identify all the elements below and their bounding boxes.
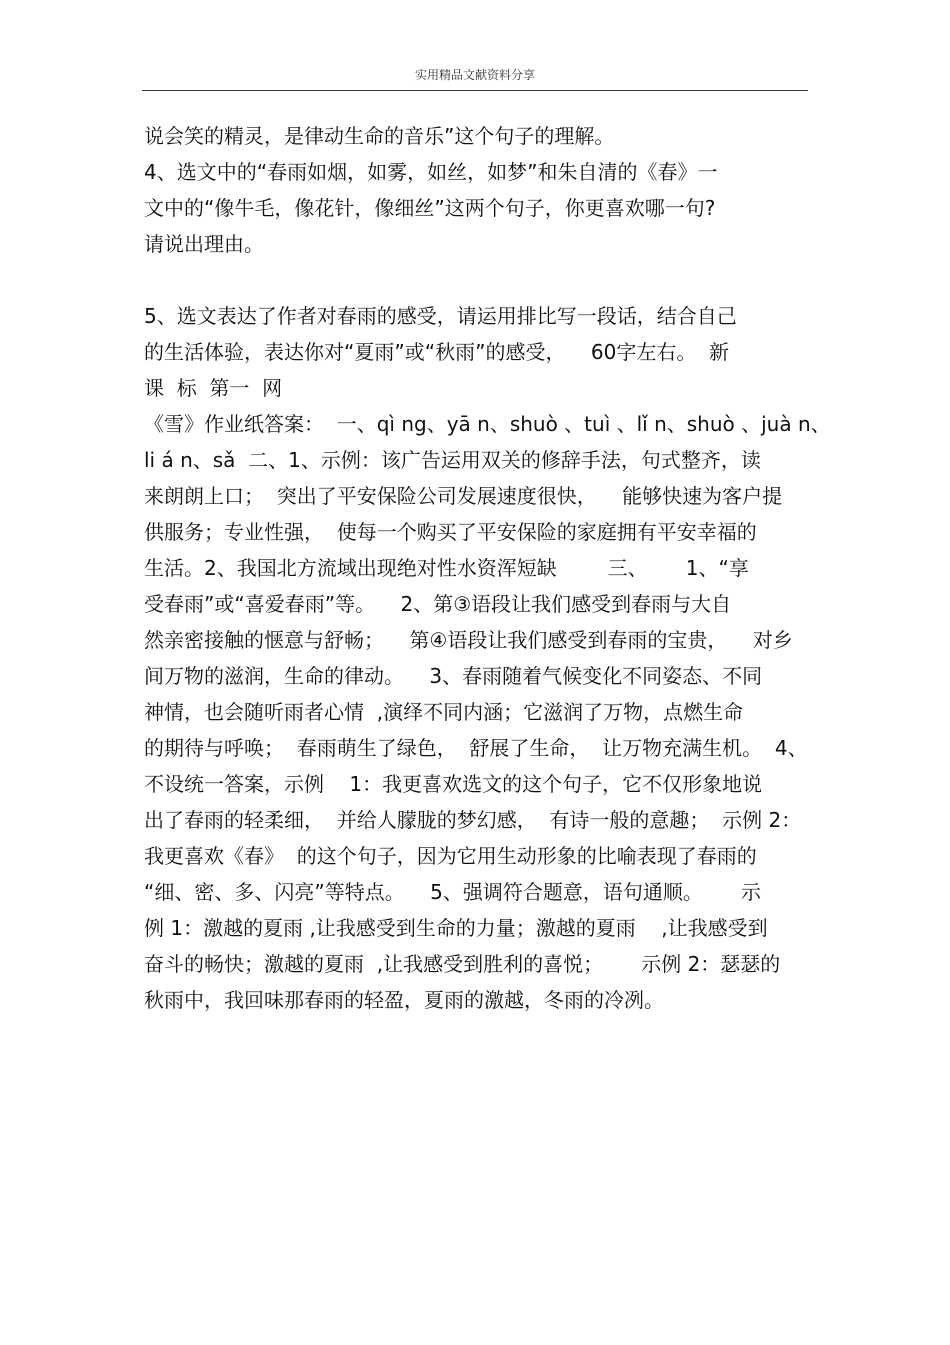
text-line: 奋斗的畅快；激越的夏雨 ,让我感受到胜利的喜悦； 示例 2：瑟瑟的: [144, 952, 781, 976]
text-line: “细、密、多、闪亮”等特点。 5、强调符合题意，语句通顺。 示: [144, 880, 762, 904]
text-line: 请说出理由。: [144, 232, 264, 256]
text-line: 《雪》作业纸答案： 一、qì ng、yā n、shuò 、tuì 、lǐ n、shuò 、juà n、: [144, 412, 831, 436]
text-line: 神情，也会随听雨者心情 ,演绎不同内涵；它滋润了万物，点燃生命: [144, 700, 744, 724]
text-line: 的期待与呼唤； 春雨萌生了绿色， 舒展了生命， 让万物充满生机。 4、: [144, 736, 808, 760]
text-line: 文中的“像牛毛，像花针，像细丝”这两个句子，你更喜欢哪一句?: [144, 196, 716, 220]
text-line: 受春雨”或“喜爱春雨”等。 2、第③语段让我们感受到春雨与大自: [144, 592, 732, 616]
text-line: li á n、sǎ 二、1、示例：该广告运用双关的修辞手法，句式整齐，读: [144, 448, 761, 472]
text-line: 间万物的滋润，生命的律动。 3、春雨随着气候变化不同姿态、不同: [144, 664, 763, 688]
header-divider: [142, 90, 808, 91]
text-line: 我更喜欢《春》 的这个句子，因为它用生动形象的比喻表现了春雨的: [144, 844, 757, 868]
page-header: 实用精品文献资料分享: [414, 68, 535, 82]
text-line: 出了春雨的轻柔细， 并给人朦胧的梦幻感， 有诗一般的意趣； 示例 2：: [144, 808, 802, 832]
text-line: 说会笑的精灵，是律动生命的音乐”这个句子的理解。: [144, 124, 615, 148]
text-line: 生活。2、我国北方流域出现绝对性水资浑短缺 三、 1、“享: [144, 556, 749, 580]
document-body: [144, 118, 831, 1018]
text-line: 来朗朗上口； 突出了平安保险公司发展速度很快， 能够快速为客户提: [144, 484, 783, 508]
text-line: 不设统一答案，示例 1：我更喜欢选文的这个句子，它不仅形象地说: [144, 772, 763, 796]
paragraph-gap: [144, 262, 810, 298]
text-line: 课 标 第一 网: [144, 376, 283, 400]
text-line: 的生活体验，表达你对“夏雨”或“秋雨”的感受， 60字左右。 新: [144, 340, 730, 364]
text-line: 然亲密接触的惬意与舒畅； 第④语段让我们感受到春雨的宝贵， 对乡: [144, 628, 793, 652]
text-line: 供服务；专业性强， 使每一个购买了平安保险的家庭拥有平安幸福的: [144, 520, 757, 544]
text-line: 秋雨中，我回味那春雨的轻盈，夏雨的激越，冬雨的冷冽。: [144, 988, 664, 1012]
text-line: 4、选文中的“春雨如烟，如雾，如丝，如梦”和朱自清的《春》一: [144, 160, 718, 184]
text-line: 例 1：激越的夏雨 ,让我感受到生命的力量；激越的夏雨 ,让我感受到: [144, 916, 768, 940]
text-line: 5、选文表达了作者对春雨的感受，请运用排比写一段话，结合自己: [144, 304, 737, 328]
